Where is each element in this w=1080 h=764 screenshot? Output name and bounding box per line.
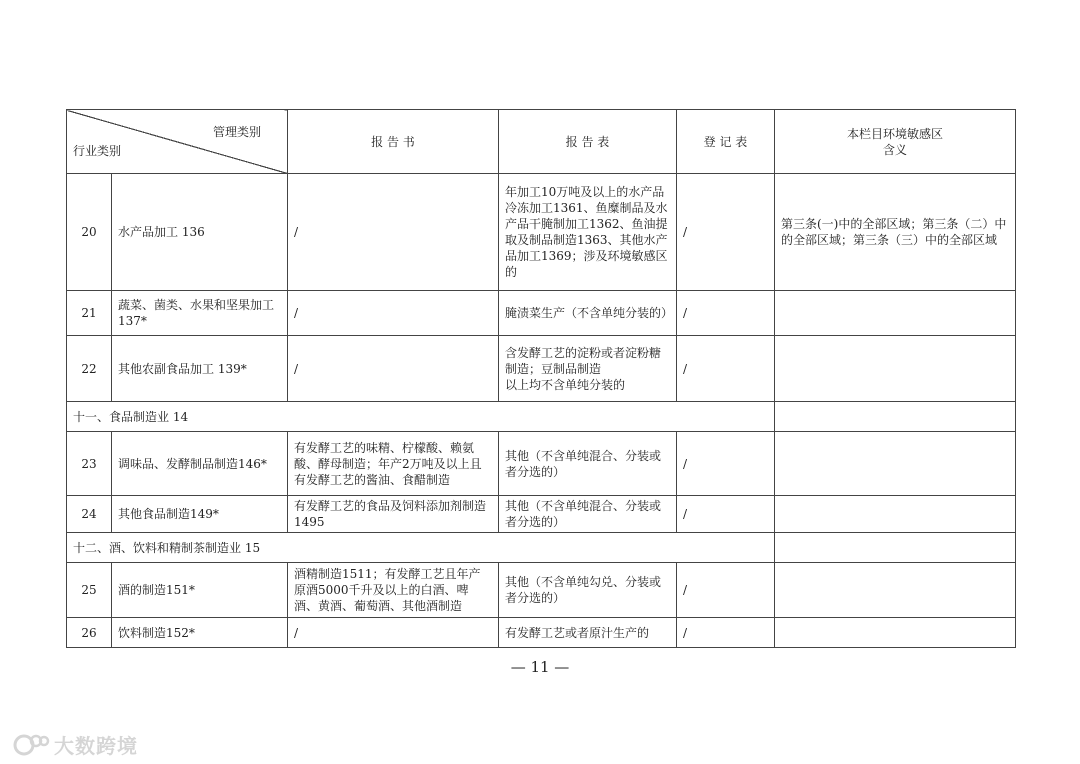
brand-logo-icon bbox=[12, 732, 50, 758]
industry-name: 水产品加工 136 bbox=[112, 174, 288, 291]
table-row bbox=[67, 563, 1016, 618]
regulation-table bbox=[66, 109, 1016, 648]
register-cell: / bbox=[677, 563, 775, 618]
row-number: 26 bbox=[67, 618, 112, 648]
section-title: 十二、酒、饮料和精制茶制造业 15 bbox=[67, 533, 775, 563]
table-row bbox=[67, 291, 1016, 336]
sensitive-area-cell bbox=[775, 496, 1016, 533]
sensitive-area-cell bbox=[775, 533, 1016, 563]
col-header-register: 登 记 表 bbox=[677, 110, 775, 174]
row-number: 25 bbox=[67, 563, 112, 618]
row-number: 24 bbox=[67, 496, 112, 533]
watermark bbox=[12, 730, 138, 759]
sensitive-area-cell bbox=[775, 402, 1016, 432]
row-number: 21 bbox=[67, 291, 112, 336]
report-form-cell: 含发酵工艺的淀粉或者淀粉糖制造；豆制品制造 以上均不含单纯分装的 bbox=[499, 336, 677, 402]
report-book-cell: 有发酵工艺的食品及饲料添加剂制造1495 bbox=[288, 496, 499, 533]
register-cell: / bbox=[677, 432, 775, 496]
sensitive-area-cell bbox=[775, 563, 1016, 618]
col-header-report-form: 报 告 表 bbox=[499, 110, 677, 174]
register-cell: / bbox=[677, 618, 775, 648]
table-row bbox=[67, 618, 1016, 648]
report-book-cell: / bbox=[288, 618, 499, 648]
sensitive-area-cell: 第三条(一)中的全部区域；第三条（二）中的全部区域；第三条（三）中的全部区域 bbox=[775, 174, 1016, 291]
report-form-cell: 其他（不含单纯混合、分装或者分选的） bbox=[499, 496, 677, 533]
management-category-label: 管理类别 bbox=[212, 125, 261, 139]
industry-name: 饮料制造152* bbox=[112, 618, 288, 648]
section-title: 十一、食品制造业 14 bbox=[67, 402, 775, 432]
table-row bbox=[67, 496, 1016, 533]
report-form-cell: 其他（不含单纯勾兑、分装或者分选的） bbox=[499, 563, 677, 618]
table-row bbox=[67, 174, 1016, 291]
table-row bbox=[67, 432, 1016, 496]
report-book-cell: / bbox=[288, 174, 499, 291]
industry-category-label: 行业类别 bbox=[73, 144, 122, 158]
register-cell: / bbox=[677, 336, 775, 402]
register-cell: / bbox=[677, 496, 775, 533]
sensitive-area-cell bbox=[775, 336, 1016, 402]
col-header-sensitive-area: 本栏目环境敏感区 含义 bbox=[775, 110, 1016, 174]
row-number: 22 bbox=[67, 336, 112, 402]
report-book-cell: 有发酵工艺的味精、柠檬酸、赖氨酸、酵母制造；年产2万吨及以上且有发酵工艺的酱油、食醋制造 bbox=[288, 432, 499, 496]
report-form-cell: 腌渍菜生产（不含单纯分装的） bbox=[499, 291, 677, 336]
industry-name: 调味品、发酵制品制造146* bbox=[112, 432, 288, 496]
sensitive-area-cell bbox=[775, 618, 1016, 648]
row-number: 23 bbox=[67, 432, 112, 496]
industry-name: 其他农副食品加工 139* bbox=[112, 336, 288, 402]
page-number: — 11 — bbox=[510, 658, 570, 676]
industry-name: 其他食品制造149* bbox=[112, 496, 288, 533]
diagonal-header-cell bbox=[67, 110, 288, 174]
report-book-cell: / bbox=[288, 291, 499, 336]
col-header-report-book: 报 告 书 bbox=[288, 110, 499, 174]
report-form-cell: 有发酵工艺或者原汁生产的 bbox=[499, 618, 677, 648]
sensitive-area-cell bbox=[775, 291, 1016, 336]
watermark-text: 大数跨境 bbox=[54, 734, 138, 758]
register-cell: / bbox=[677, 174, 775, 291]
report-book-cell: 酒精制造1511；有发酵工艺且年产原酒5000千升及以上的白酒、啤酒、黄酒、葡萄酒、其他酒制造 bbox=[288, 563, 499, 618]
table-row bbox=[67, 336, 1016, 402]
table-header-row bbox=[67, 110, 1016, 174]
industry-name: 酒的制造151* bbox=[112, 563, 288, 618]
report-form-cell: 年加工10万吨及以上的水产品冷冻加工1361、鱼糜制品及水产品干腌制加工1362、鱼油提取及制品制造1363、其他水产品加工1369；涉及环境敏感区的 bbox=[499, 174, 677, 291]
section-row bbox=[67, 533, 1016, 563]
report-form-cell: 其他（不含单纯混合、分装或者分选的） bbox=[499, 432, 677, 496]
report-book-cell: / bbox=[288, 336, 499, 402]
section-row bbox=[67, 402, 1016, 432]
industry-name: 蔬菜、菌类、水果和坚果加工137* bbox=[112, 291, 288, 336]
sensitive-area-cell bbox=[775, 432, 1016, 496]
row-number: 20 bbox=[67, 174, 112, 291]
register-cell: / bbox=[677, 291, 775, 336]
